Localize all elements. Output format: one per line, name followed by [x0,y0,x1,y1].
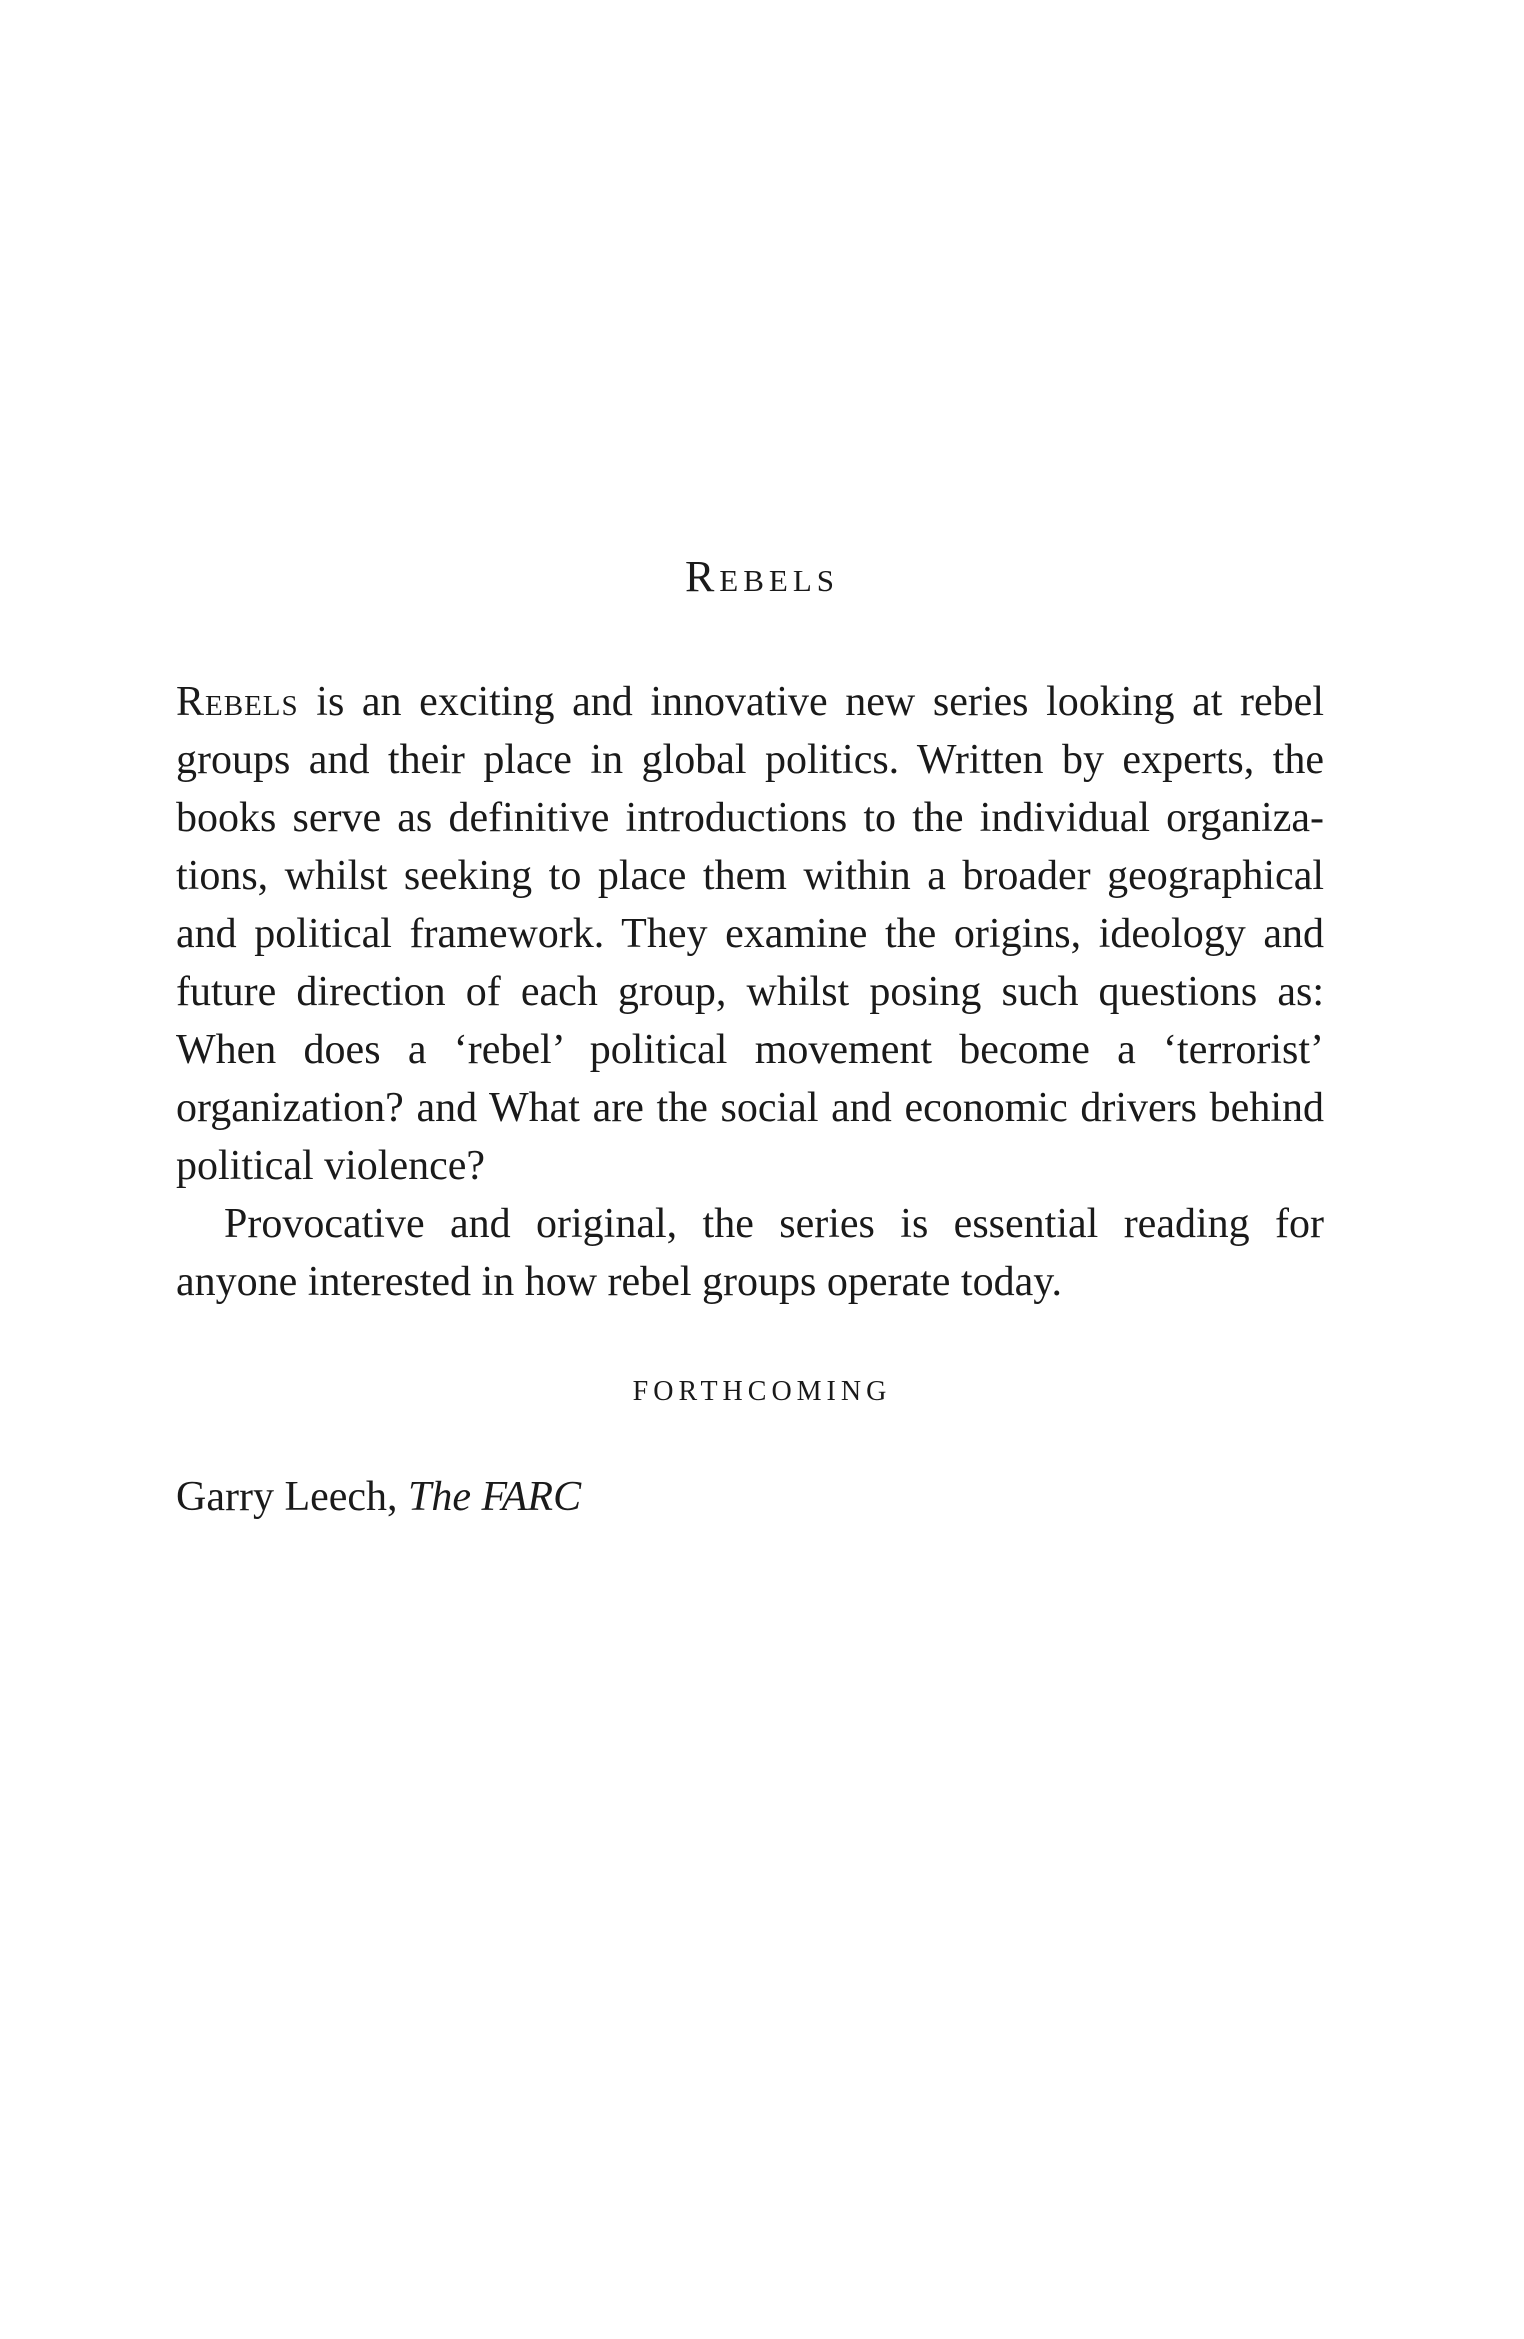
description-paragraph-2: Provocative and original, the series is essential reading for anyone interested in how rebel groups operate today. [176,1201,1324,1305]
list-item [176,1468,581,1526]
description-paragraph-1-text: is an exciting and innovative new series looking at rebel groups and their place in global politics. Written by experts, the books serve as definitive introductions to the individual organizations, whilst seeking to place them within a broader geographical and political framework. They examine the origins, ideology and future direction of each group, whilst posing such questions as: When does a ‘rebel’ political movement become a ‘terrorist’ organization? and What are the social and economic drivers behind political violence? [176,679,1324,1189]
series-description [176,673,1324,1311]
book-author: Garry Leech, [176,1474,409,1520]
series-title: Rebels [684,552,840,601]
book-title: The FARC [408,1474,582,1520]
forthcoming-heading: FORTHCOMING [632,1376,892,1407]
forthcoming-list [176,1468,581,1526]
series-name-inline: Rebels [176,679,299,725]
description-paragraph-1 [176,673,1324,1195]
